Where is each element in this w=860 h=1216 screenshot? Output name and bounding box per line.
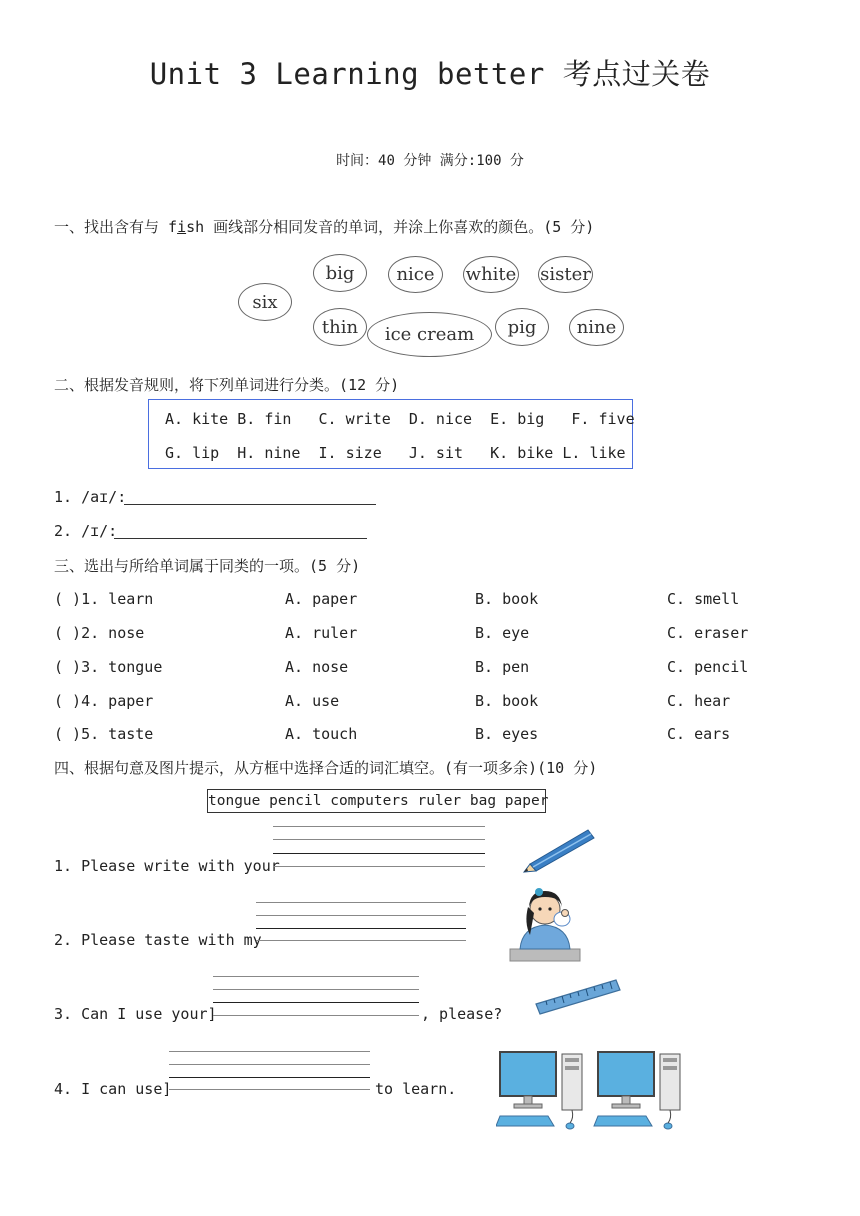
choices-row-2: G. lip H. nine I. size J. sit K. bike L. like [165,444,626,462]
option-a[interactable]: A. paper [285,590,358,608]
heading-part: sh 画线部分相同发音的单词，并涂上你喜欢的颜色。(5 分) [186,218,595,236]
answer-line-ai[interactable] [124,504,376,505]
word-label: pig [507,316,537,338]
base-line [169,1077,370,1078]
option-a[interactable]: A. ruler [285,624,358,642]
heading-part: 一、找出含有与 f [54,218,178,236]
section-3-heading: 三、选出与所给单词属于同类的一项。(5 分) [54,557,361,575]
option-a[interactable]: A. use [285,692,340,710]
q2-1-label: 1. /aɪ/: [54,488,127,506]
word-oval-nine[interactable] [569,309,624,346]
question-stem: ( )5. taste [54,725,154,743]
guide-line [169,1051,370,1052]
writing-lines-3[interactable] [213,976,419,1016]
guide-line [169,1089,370,1090]
guide-line [213,1015,419,1016]
base-line [256,928,466,929]
word-oval-sister[interactable] [538,256,593,293]
question-stem: ( )1. learn [54,590,154,608]
option-c[interactable]: C. hear [667,692,731,710]
option-b[interactable]: B. book [475,590,539,608]
option-b[interactable]: B. pen [475,658,530,676]
word-oval-pig[interactable] [495,308,549,346]
q2-2-label: 2. /ɪ/: [54,522,118,540]
writing-lines-2[interactable] [256,902,466,942]
word-oval-ice-cream[interactable] [367,312,492,357]
writing-lines-1[interactable] [273,826,485,868]
option-c[interactable]: C. ears [667,725,731,743]
option-a[interactable]: A. nose [285,658,349,676]
word-label: ice cream [384,324,475,345]
base-line [273,853,485,854]
page-title: Unit 3 Learning better 考点过关卷 [149,57,711,91]
option-c[interactable]: C. pencil [667,658,749,676]
question-stem: ( )2. nose [54,624,145,642]
option-c[interactable]: C. eraser [667,624,749,642]
word-label: nice [396,264,435,285]
word-oval-thin[interactable] [313,308,367,346]
word-oval-big[interactable] [313,254,367,292]
vocabulary-box: tongue pencil computers ruler bag paper [207,789,546,813]
ruler-icon [532,976,622,1018]
question-stem: ( )3. tongue [54,658,163,676]
guide-line [273,866,485,867]
fill-question-4: 4. I can use] [54,1080,172,1098]
underlined-letter: i [177,218,187,236]
pencil-icon [522,824,598,874]
word-label: thin [321,316,359,338]
guide-line [256,940,466,941]
fill-question-4-tail: to learn. [375,1080,457,1098]
guide-line [273,839,485,840]
base-line [213,1002,419,1003]
option-b[interactable]: B. book [475,692,539,710]
guide-line [256,902,466,903]
computers-icon [496,1048,686,1132]
guide-line [273,826,485,827]
section-1-heading [54,216,594,237]
fill-question-3: 3. Can I use your] [54,1005,217,1023]
section-2-heading: 二、根据发音规则，将下列单词进行分类。(12 分) [54,376,400,394]
guide-line [213,989,419,990]
word-label: six [252,291,278,313]
question-stem: ( )4. paper [54,692,154,710]
girl-tasting-icon [508,883,582,963]
answer-line-i[interactable] [114,538,367,539]
guide-line [213,976,419,977]
section-4-heading: 四、根据句意及图片提示，从方框中选择合适的词汇填空。(有一项多余)(10 分) [54,759,598,777]
fill-question-3-tail: , please? [421,1005,503,1023]
word-label: sister [540,264,591,285]
writing-lines-4[interactable] [169,1051,370,1091]
option-a[interactable]: A. touch [285,725,358,743]
word-oval-six[interactable] [238,283,292,321]
choices-row-1: A. kite B. fin C. write D. nice E. big F. five [165,410,635,428]
option-b[interactable]: B. eyes [475,725,539,743]
guide-line [169,1064,370,1065]
option-b[interactable]: B. eye [475,624,530,642]
word-oval-nice[interactable] [388,256,443,293]
fill-question-2: 2. Please taste with my [54,931,262,949]
word-oval-white[interactable] [463,256,519,293]
word-choices-box [148,399,633,469]
exam-meta: 时间：40 分钟 满分:100 分 [336,153,524,169]
word-label: big [325,262,355,284]
guide-line [256,915,466,916]
option-c[interactable]: C. smell [667,590,740,608]
word-label: nine [576,317,617,338]
word-label: white [465,264,517,285]
fill-question-1: 1. Please write with your [54,857,280,875]
